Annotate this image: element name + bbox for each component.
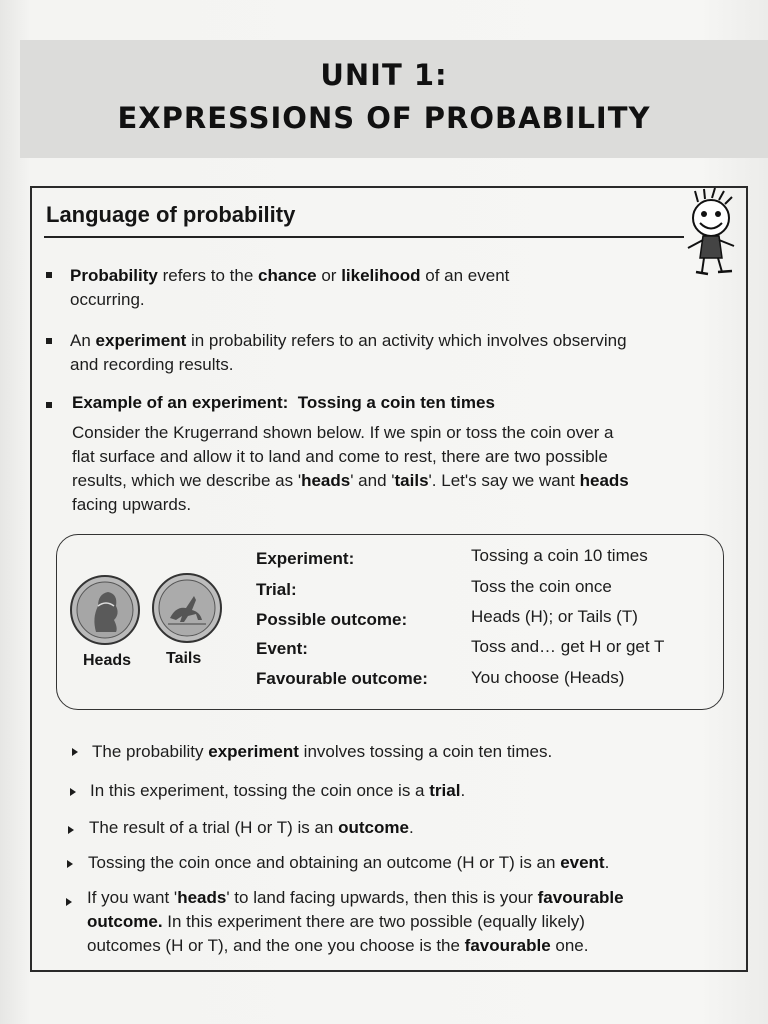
arrow-bullet (70, 788, 76, 796)
definition-value: Toss and… get H or get T (471, 637, 665, 656)
definition-value: Tossing a coin 10 times (471, 546, 648, 565)
definition-label: Possible outcome: (256, 610, 408, 629)
definition-value: Toss the coin once (471, 577, 612, 596)
unit-number: UNIT 1: (320, 58, 448, 92)
example-description: Consider the Krugerrand shown below. If we spin or toss the coin over a flat surface and allow it to land and come to rest, there are two possible results, which we describe as 'heads' and 'tails'. Let's say we want heads facing upwards. (72, 423, 629, 514)
bullet-marker (46, 338, 52, 344)
tails-label: Tails (166, 650, 202, 667)
definition-value: Heads (H); or Tails (T) (471, 607, 638, 626)
definition-label: Trial: (256, 580, 297, 599)
definition-value: You choose (Heads) (471, 668, 625, 687)
point-outcome: The result of a trial (H or T) is an outcome. (89, 818, 414, 837)
example-heading: Example of an experiment: Tossing a coin ten times (72, 393, 495, 412)
heads-label: Heads (83, 652, 132, 669)
coin-heads-icon (68, 574, 144, 646)
definition-label: Experiment: (256, 549, 355, 568)
section-title: Language of probability (46, 202, 296, 227)
arrow-bullet (68, 826, 74, 834)
point-trial: In this experiment, tossing the coin once is a trial. (90, 781, 466, 800)
coin-tails-icon (150, 572, 226, 644)
title-underline (44, 236, 684, 238)
unit-title: EXPRESSIONS OF PROBABILITY (117, 101, 651, 135)
term-probability: Probability (70, 266, 158, 285)
definition-label: Favourable outcome: (256, 669, 428, 688)
arrow-bullet (66, 898, 72, 906)
bullet-marker (46, 272, 52, 278)
arrow-bullet (67, 860, 73, 868)
point-experiment: The probability experiment involves tossing a coin ten times. (92, 742, 553, 761)
experiment-definition: An experiment in probability refers to an activity which involves observing and recording results. (70, 331, 627, 374)
definition-label: Event: (256, 639, 308, 658)
cartoon-kid-icon (678, 188, 744, 276)
point-event: Tossing the coin once and obtaining an outcome (H or T) is an event. (88, 853, 610, 872)
probability-definition: Probability refers to the chance or likelihood of an event occurring. (70, 266, 510, 309)
bullet-marker (46, 402, 52, 408)
point-favourable-outcome: If you want 'heads' to land facing upwards, then this is your favourable outcome. In this experiment there are two possible (equally likely) outcomes (H or T), and the one you choose is the favourable one. (87, 888, 624, 955)
arrow-bullet (72, 748, 78, 756)
